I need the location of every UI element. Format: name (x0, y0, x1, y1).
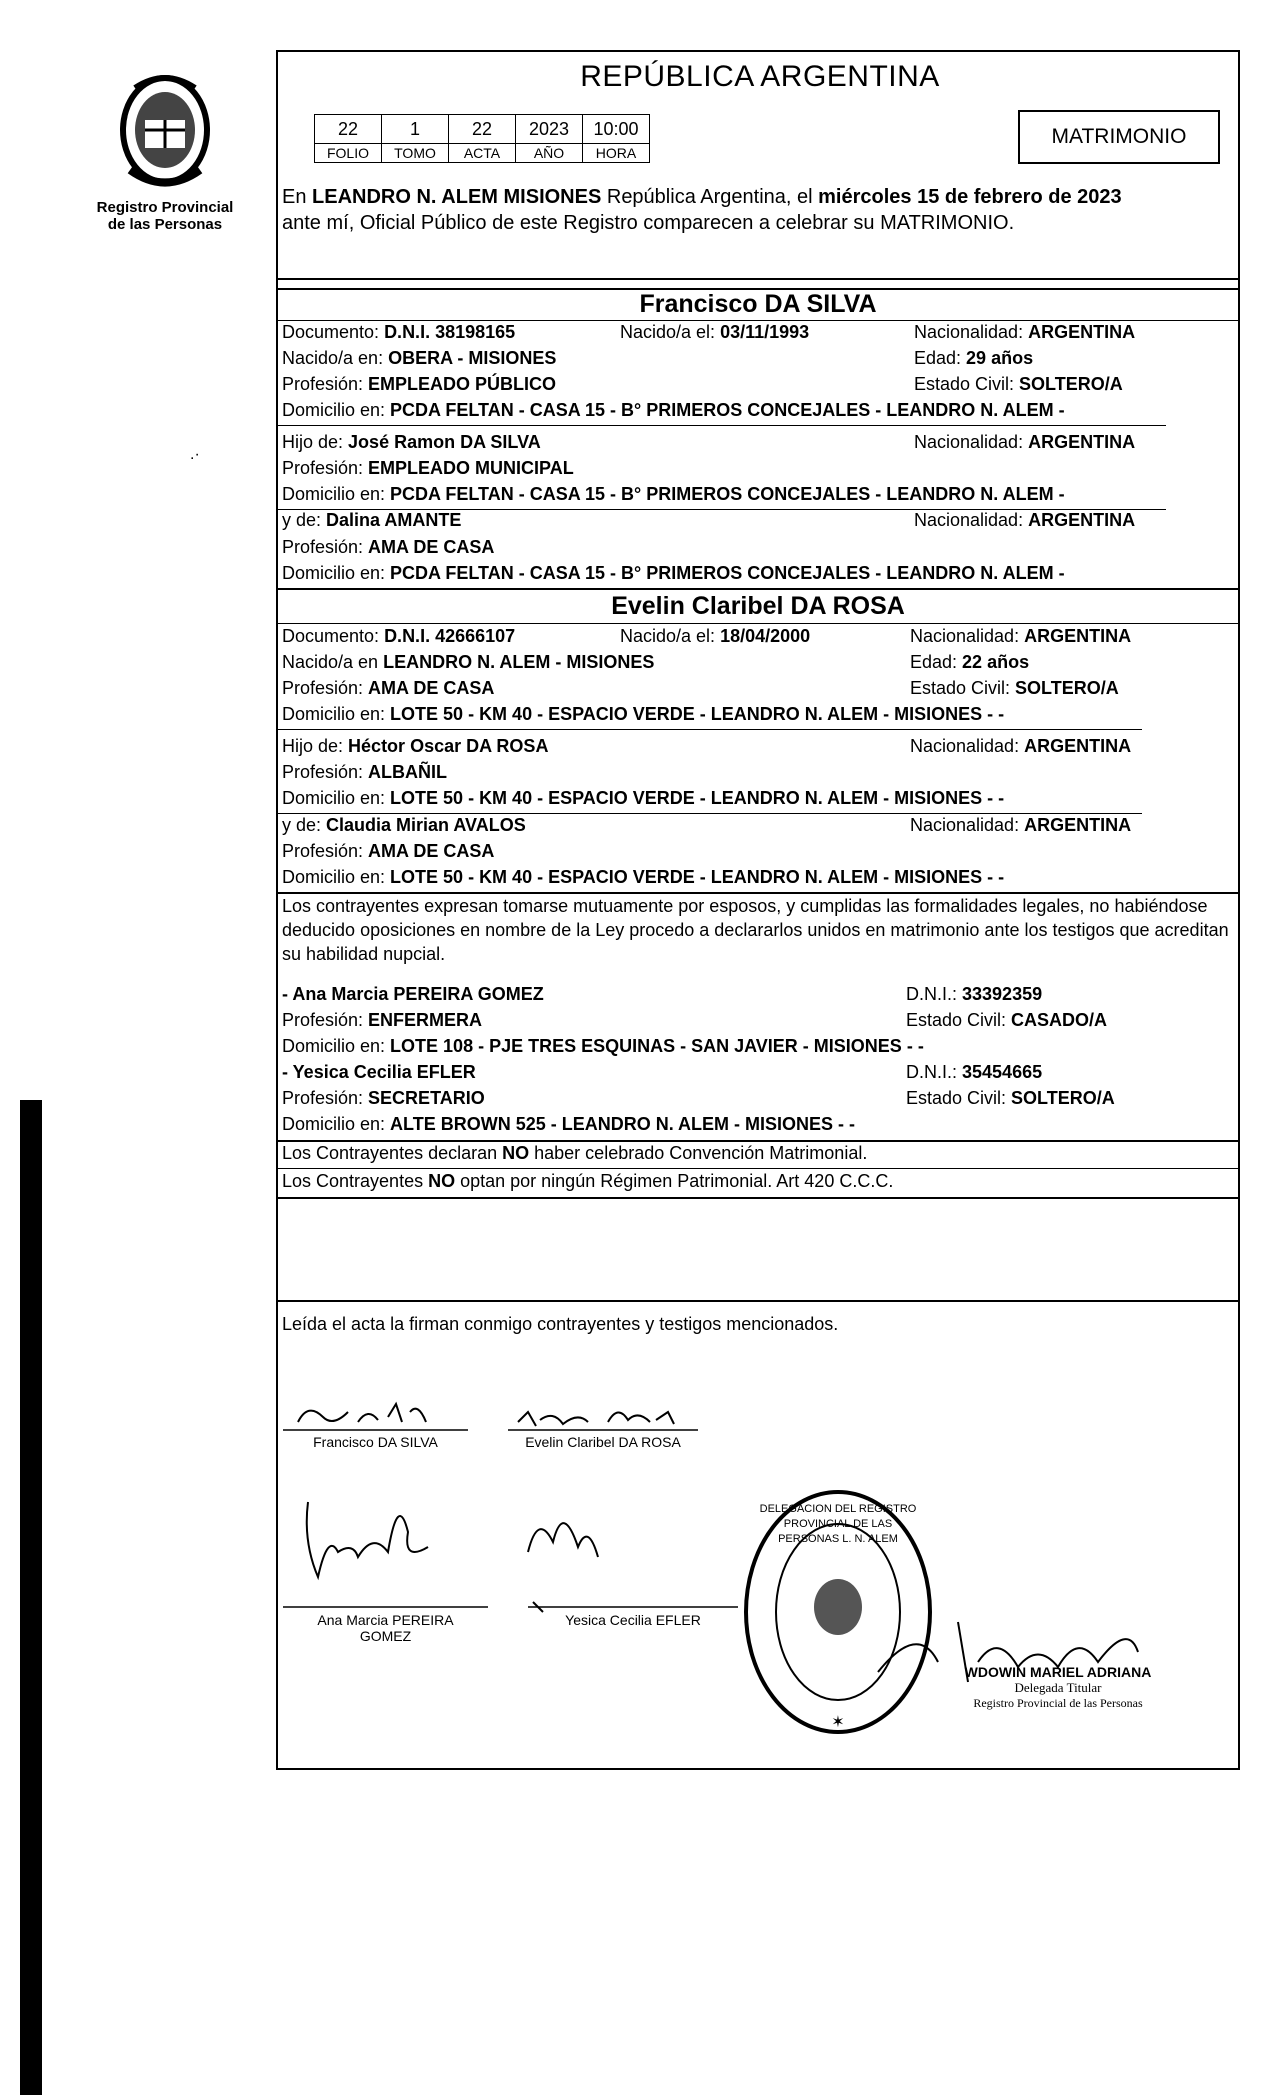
witness1-civil-status: Estado Civil: CASADO/A (906, 1010, 1108, 1030)
spouse1-father-profession: Profesión: EMPLEADO MUNICIPAL (282, 458, 574, 478)
witness1-name: - Ana Marcia PEREIRA GOMEZ (282, 984, 544, 1004)
province-seal-icon (110, 70, 220, 190)
stray-mark: .· (190, 446, 200, 463)
spouse2-mother: y de: Claudia Mirian AVALOS (282, 815, 526, 835)
spouse2-name: Evelin Claribel DA ROSA (611, 592, 905, 620)
intro-text: En LEANDRO N. ALEM MISIONES República Argentina, el miércoles 15 de febrero de 2023 ante mí, Oficial Público de este Registro comparecen a celebrar su MATRIMONIO. (282, 186, 1122, 234)
spouse2-father-nationality: Nacionalidad: ARGENTINA (910, 736, 1132, 756)
spouse1-father-nationality: Nacionalidad: ARGENTINA (914, 432, 1136, 452)
spouse2-address: Domicilio en: LOTE 50 - KM 40 - ESPACIO VERDE - LEANDRO N. ALEM - MISIONES - - (282, 704, 1005, 724)
intro-place: LEANDRO N. ALEM MISIONES (312, 186, 602, 208)
spouse1-mother-profession: Profesión: AMA DE CASA (282, 537, 495, 557)
witness2-civil-status: Estado Civil: SOLTERO/A (906, 1088, 1115, 1108)
divider (278, 1140, 1238, 1142)
official-title: Delegada Titular (1014, 1680, 1102, 1695)
hora-label: HORA (583, 144, 650, 163)
spouse2-birthdate: Nacido/a el: 18/04/2000 (620, 626, 811, 646)
spouse2-mother-profession: Profesión: AMA DE CASA (282, 841, 495, 861)
official-org: Registro Provincial de las Personas (973, 1696, 1143, 1710)
divider (278, 1168, 1238, 1169)
divider (278, 1197, 1238, 1199)
signature-spouse1 (298, 1404, 426, 1422)
spouse1-profession: Profesión: EMPLEADO PÚBLICO (282, 374, 557, 394)
folio-value: 22 (315, 115, 382, 144)
official-signature-block (938, 1664, 1178, 1711)
spouse2-age: Edad: 22 años (910, 652, 1030, 672)
spouse2-father-profession: Profesión: ALBAÑIL (282, 762, 448, 782)
divider (278, 320, 1238, 321)
logo-caption: Registro Provincial de las Personas (96, 199, 234, 233)
witness2-profession: Profesión: SECRETARIO (282, 1088, 485, 1108)
spouse1-mother-nationality: Nacionalidad: ARGENTINA (914, 510, 1136, 530)
spouse2-mother-nationality: Nacionalidad: ARGENTINA (910, 815, 1132, 835)
spouse1-father-address: Domicilio en: PCDA FELTAN - CASA 15 - B° PRIMEROS CONCEJALES - LEANDRO N. ALEM - (282, 484, 1065, 504)
signature-witness1 (307, 1502, 428, 1577)
spouse2-civil-status: Estado Civil: SOLTERO/A (910, 678, 1119, 698)
spouse2-profession: Profesión: AMA DE CASA (282, 678, 495, 698)
spouse1-nationality: Nacionalidad: ARGENTINA (914, 322, 1136, 342)
spouse1-address: Domicilio en: PCDA FELTAN - CASA 15 - B° PRIMEROS CONCEJALES - LEANDRO N. ALEM - (282, 400, 1065, 420)
witness1-profession: Profesión: ENFERMERA (282, 1010, 483, 1030)
signature-witness2 (528, 1523, 598, 1612)
closing-text: Leída el acta la firman conmigo contrayentes y testigos mencionados. (282, 1314, 839, 1334)
convention-line2: Los Contrayentes NO optan por ningún Régimen Patrimonial. Art 420 C.C.C. (282, 1171, 894, 1191)
tomo-label: TOMO (382, 144, 449, 163)
spouse1-mother-address: Domicilio en: PCDA FELTAN - CASA 15 - B° PRIMEROS CONCEJALES - LEANDRO N. ALEM - (282, 563, 1065, 583)
spouse2-father-address: Domicilio en: LOTE 50 - KM 40 - ESPACIO VERDE - LEANDRO N. ALEM - MISIONES - - (282, 788, 1005, 808)
document-type-box: MATRIMONIO (1018, 110, 1220, 164)
folio-label: FOLIO (315, 144, 382, 163)
spouse1-civil-status: Estado Civil: SOLTERO/A (914, 374, 1123, 394)
witness2-name: - Yesica Cecilia EFLER (282, 1062, 476, 1082)
spouse2-nationality: Nacionalidad: ARGENTINA (910, 626, 1132, 646)
spouse2-father: Hijo de: Héctor Oscar DA ROSA (282, 736, 549, 756)
official-name: WDOWIN MARIEL ADRIANA (964, 1664, 1152, 1680)
page-title: REPÚBLICA ARGENTINA (580, 60, 940, 93)
witness1-address: Domicilio en: LOTE 108 - PJE TRES ESQUINAS - SAN JAVIER - MISIONES - - (282, 1036, 924, 1056)
spouse1-mother: y de: Dalina AMANTE (282, 510, 462, 530)
spouse2-birthplace: Nacido/a en LEANDRO N. ALEM - MISIONES (282, 652, 655, 672)
witness2-dni: D.N.I.: 35454665 (906, 1062, 1043, 1082)
record-header-table (314, 114, 650, 163)
witness1-dni: D.N.I.: 33392359 (906, 984, 1043, 1004)
spouse1-name: Francisco DA SILVA (639, 290, 877, 318)
divider (278, 729, 1142, 730)
spouse1-age: Edad: 29 años (914, 348, 1034, 368)
divider (278, 425, 1166, 426)
convention-line1: Los Contrayentes declaran NO haber celebrado Convención Matrimonial. (282, 1143, 868, 1163)
stamp-text: DELEGACION DEL REGISTRO PROVINCIAL DE LAS PERSONAS L. N. ALEM (759, 1503, 917, 1545)
divider (278, 278, 1238, 280)
divider (278, 623, 1238, 624)
signature-name-spouse2: Evelin Claribel DA ROSA (525, 1434, 681, 1450)
hora-value: 10:00 (583, 115, 650, 144)
spouse2-document: Documento: D.N.I. 42666107 (282, 626, 516, 646)
scan-edge-bar (20, 1100, 42, 2095)
signature-name-spouse1: Francisco DA SILVA (313, 1434, 438, 1450)
intro-date: miércoles 15 de febrero de 2023 (818, 186, 1122, 208)
spouse1-birthplace: Nacido/a en: OBERA - MISIONES (282, 348, 557, 368)
signature-name-witness1: Ana Marcia PEREIRA GOMEZ (317, 1612, 454, 1644)
signature-name-witness2: Yesica Cecilia EFLER (565, 1612, 701, 1628)
divider (278, 1300, 1238, 1302)
acta-value: 22 (449, 115, 516, 144)
svg-text:✶: ✶ (831, 1714, 845, 1731)
divider (278, 588, 1238, 590)
signature-spouse2 (518, 1412, 674, 1426)
divider (278, 813, 1142, 814)
tomo-value: 1 (382, 115, 449, 144)
declaration-text: Los contrayentes expresan tomarse mutuamente por esposos, y cumplidas las formalidades legales, no habiéndose deducido oposiciones en nombre de la Ley procedo a declararlos unidos en matrimonio ante los testigos que acreditan su habilidad nupcial. (282, 896, 1229, 964)
registry-logo (90, 70, 240, 233)
spouse1-birthdate: Nacido/a el: 03/11/1993 (620, 322, 810, 342)
marriage-certificate (276, 50, 1240, 1770)
acta-label: ACTA (449, 144, 516, 163)
spouse1-father: Hijo de: José Ramon DA SILVA (282, 432, 541, 452)
anio-label: AÑO (516, 144, 583, 163)
spouse1-document: Documento: D.N.I. 38198165 (282, 322, 516, 342)
spouse2-mother-address: Domicilio en: LOTE 50 - KM 40 - ESPACIO VERDE - LEANDRO N. ALEM - MISIONES - - (282, 867, 1005, 887)
witness2-address: Domicilio en: ALTE BROWN 525 - LEANDRO N. ALEM - MISIONES - - (282, 1114, 856, 1134)
anio-value: 2023 (516, 115, 583, 144)
